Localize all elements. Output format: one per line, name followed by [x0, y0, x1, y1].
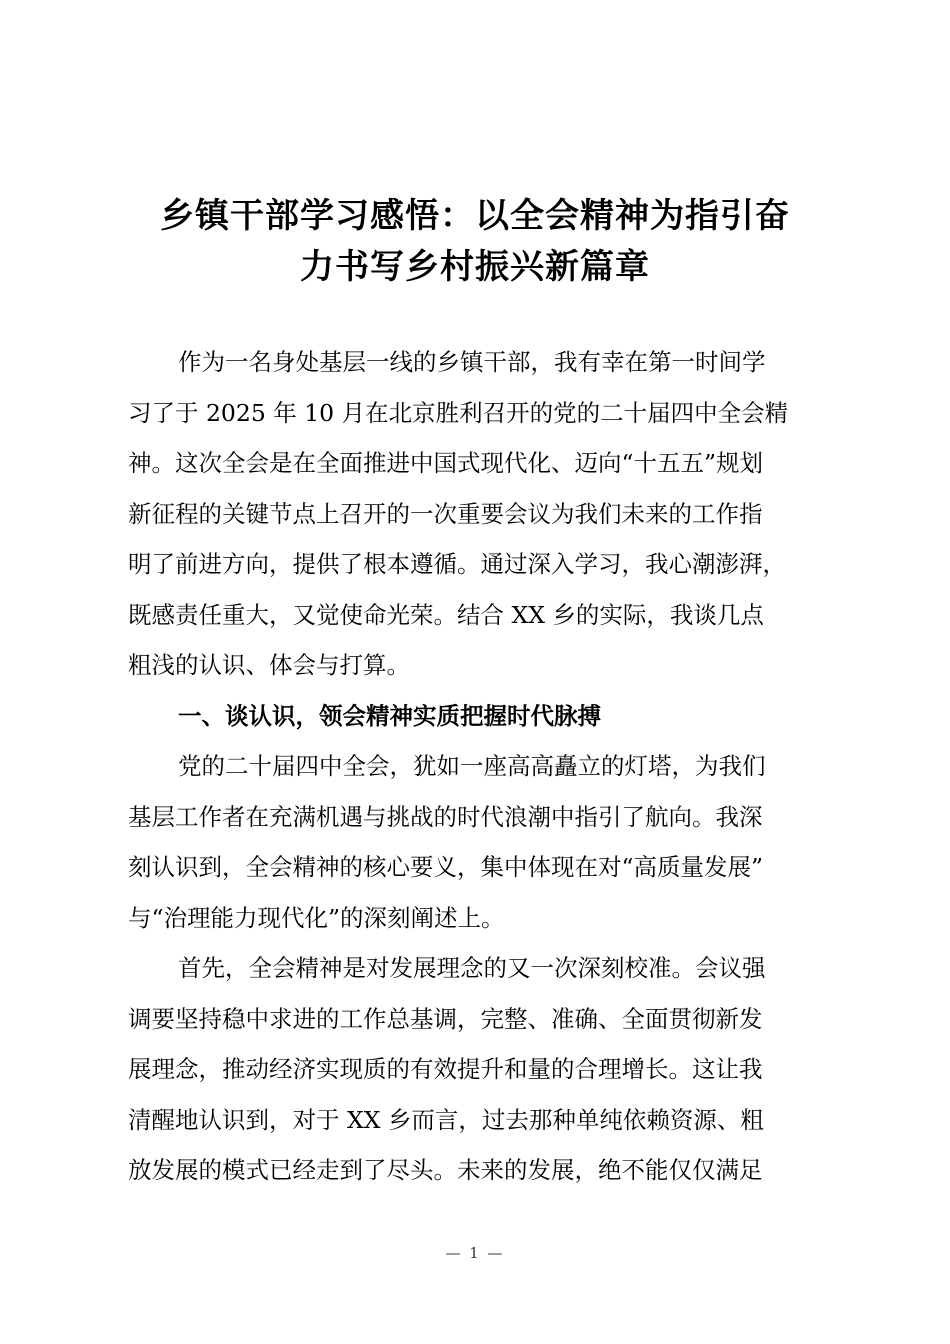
paragraph-line: 既感责任重大，又觉使命光荣。结合 XX 乡的实际，我谈几点 [128, 600, 764, 629]
paragraph-line: 调要坚持稳中求进的工作总基调，完整、准确、全面贯彻新发 [128, 1004, 763, 1033]
paragraph-line: 展理念，推动经济实现质的有效提升和量的合理增长。这让我 [128, 1055, 763, 1083]
paragraph-intro [128, 337, 828, 691]
paragraph-first-point [128, 943, 828, 1196]
paragraph-line: 首先，全会精神是对发展理念的又一次深刻校准。会议强 [178, 954, 766, 982]
paragraph-line: 作为一名身处基层一线的乡镇干部，我有幸在第一时间学 [178, 348, 766, 376]
section-heading: 一、谈认识，领会精神实质把握时代脉搏 [178, 701, 601, 730]
paragraph-line: 党的二十届四中全会，犹如一座高高矗立的灯塔，为我们 [178, 752, 766, 780]
paragraph-line: 与“治理能力现代化”的深刻阐述上。 [128, 903, 505, 932]
page-number: — 1 — [445, 1244, 505, 1262]
paragraph-line: 粗浅的认识、体会与打算。 [128, 651, 410, 679]
paragraph-line: 新征程的关键节点上召开的一次重要会议为我们未来的工作指 [128, 499, 763, 528]
paragraph-line: 基层工作者在充满机遇与挑战的时代浪潮中指引了航向。我深 [128, 802, 763, 831]
title-line: 乡镇干部学习感悟：以全会精神为指引奋 [160, 196, 790, 236]
paragraph-understanding [128, 741, 828, 943]
paragraph-line: 刻认识到，全会精神的核心要义，集中体现在对“高质量发展” [128, 853, 764, 881]
document-body [128, 337, 828, 1196]
title-line: 力书写乡村振兴新篇章 [300, 246, 650, 287]
paragraph-line: 神。这次全会是在全面推进中国式现代化、迈向“十五五”规划 [128, 449, 764, 477]
document-title [100, 188, 850, 289]
paragraph-line: 明了前进方向，提供了根本遵循。通过深入学习，我心潮澎湃， [128, 550, 786, 578]
paragraph-line: 放发展的模式已经走到了尽头。未来的发展，绝不能仅仅满足 [128, 1156, 763, 1184]
paragraph-line: 习了于 2025 年 10 月在北京胜利召开的党的二十届四中全会精 [128, 398, 789, 427]
paragraph-line: 清醒地认识到，对于 XX 乡而言，过去那种单纯依赖资源、粗 [128, 1105, 764, 1134]
